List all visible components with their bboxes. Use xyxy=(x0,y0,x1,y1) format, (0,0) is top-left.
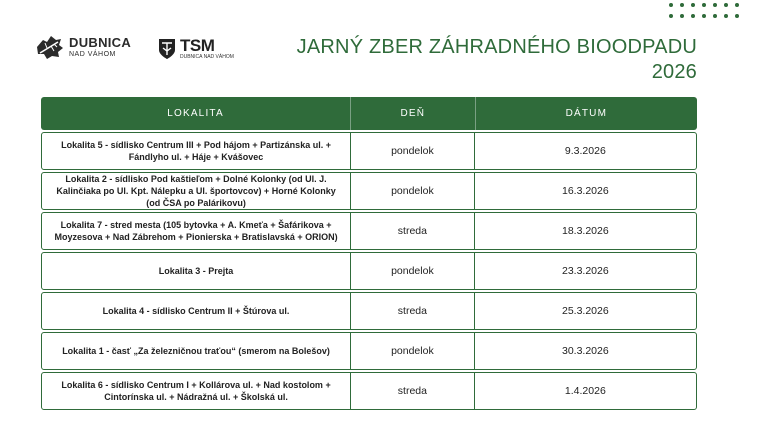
header-den: DEŇ xyxy=(351,97,476,130)
dubnica-logo-sub: NAD VÁHOM xyxy=(69,51,116,58)
table-row xyxy=(41,372,697,410)
cell-datum: 18.3.2026 xyxy=(561,225,609,237)
tsm-logo xyxy=(158,37,234,60)
cell-datum: 25.3.2026 xyxy=(561,305,609,317)
cell-den: pondelok xyxy=(351,333,475,369)
header-lokalita: LOKALITA xyxy=(41,97,351,130)
dubnica-logo-name: DUBNICA xyxy=(69,35,132,50)
table-row xyxy=(41,332,697,370)
table-header xyxy=(41,97,697,130)
cell-datum: 16.3.2026 xyxy=(561,185,609,197)
cell-lokalita: Lokalita 7 - stred mesta (105 bytovka + A. Kmeťa + Šafárikova + Moyzesova + Nad Zábrehom + Pionierska + Bratislavská + ORION) xyxy=(42,213,351,249)
table-row xyxy=(41,292,697,330)
schedule-table xyxy=(41,97,697,410)
cell-den: streda xyxy=(351,373,475,409)
cell-den: streda xyxy=(351,213,475,249)
table-row xyxy=(41,172,697,210)
header-datum: DÁTUM xyxy=(565,108,608,119)
cell-den: pondelok xyxy=(351,253,475,289)
tsm-logo-sub: DUBNICA NAD VÁHOM xyxy=(180,54,234,60)
cell-lokalita: Lokalita 5 - sídlisko Centrum III + Pod hájom + Partizánska ul. + Fándlyho ul. + Háje + Kvášovec xyxy=(42,133,351,169)
cell-lokalita: Lokalita 3 - Prejta xyxy=(42,253,351,289)
cell-den: pondelok xyxy=(351,133,475,169)
cell-lokalita: Lokalita 6 - sídlisko Centrum I + Kollárova ul. + Nad kostolom + Cintorínska ul. + Nádražná ul. + Školská ul. xyxy=(42,373,351,409)
cell-lokalita: Lokalita 4 - sídlisko Centrum II + Štúrova ul. xyxy=(42,293,351,329)
cell-datum: 9.3.2026 xyxy=(564,145,606,157)
oak-leaf-icon xyxy=(34,34,64,60)
table-row xyxy=(41,212,697,250)
cell-lokalita: Lokalita 1 - časť „Za železničnou traťou“ (smerom na Bolešov) xyxy=(42,333,351,369)
cell-den: streda xyxy=(351,293,475,329)
dubnica-logo xyxy=(34,34,131,60)
table-row xyxy=(41,252,697,290)
title-line-2: 2026 xyxy=(651,61,697,83)
cell-lokalita: Lokalita 2 - sídlisko Pod kaštieľom + Dolné Kolonky (od Ul. J. Kalinčiaka po Ul. Kpt. Nálepku a Ul. športovcov) + Horné Kolonky (od ČSA po Palárikovu) xyxy=(42,173,351,209)
table-row xyxy=(41,132,697,170)
page-title xyxy=(250,35,697,85)
cell-datum: 23.3.2026 xyxy=(561,265,609,277)
shield-icon xyxy=(158,38,176,60)
title-line-1: JARNÝ ZBER ZÁHRADNÉHO BIOODPADU xyxy=(296,36,697,58)
cell-den: pondelok xyxy=(351,173,475,209)
decorative-dots xyxy=(669,3,739,18)
cell-datum: 30.3.2026 xyxy=(561,345,609,357)
tsm-logo-name: TSM xyxy=(180,36,215,55)
cell-datum: 1.4.2026 xyxy=(564,385,606,397)
